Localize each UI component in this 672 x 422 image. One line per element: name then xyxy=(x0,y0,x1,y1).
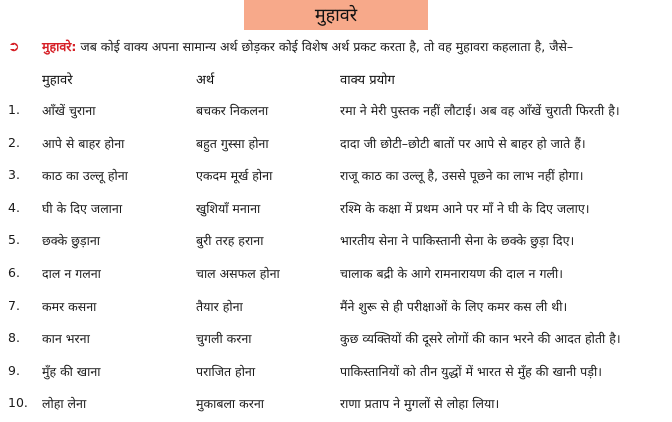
row-meaning: मुकाबला करना xyxy=(196,396,265,412)
row-usage: राणा प्रताप ने मुगलों से लोहा लिया। xyxy=(340,396,500,412)
row-idiom: आपे से बाहर होना xyxy=(42,135,125,151)
table-row xyxy=(0,96,672,129)
table-row xyxy=(0,389,672,422)
row-usage: रमा ने मेरी पुस्तक नहीं लौटाई। अब वह आँखें चुराती फिरती है। xyxy=(340,103,620,118)
table-row xyxy=(0,161,672,194)
table-row xyxy=(0,259,672,292)
row-number: 3. xyxy=(8,167,20,183)
row-number: 5. xyxy=(8,232,20,248)
row-number: 7. xyxy=(8,297,20,313)
row-meaning: बुरी तरह हराना xyxy=(196,233,264,249)
row-meaning: चाल असफल होना xyxy=(196,265,280,281)
table-row xyxy=(0,324,672,357)
arrow-bullet-icon: ➲ xyxy=(8,38,20,55)
table-row xyxy=(0,194,672,227)
row-idiom: घी के दिए जलाना xyxy=(42,200,123,216)
idiom-table xyxy=(0,96,672,422)
row-usage: मैंने शुरू से ही परीक्षाओं के लिए कमर कस ली थी। xyxy=(340,298,568,314)
header-meaning: अर्थ xyxy=(196,73,215,88)
row-number: 4. xyxy=(8,199,20,215)
row-usage: दादा जी छोटी–छोटी बातों पर आपे से बाहर हो जाते हैं। xyxy=(340,135,586,151)
row-meaning: बचकर निकलना xyxy=(196,103,269,118)
row-number: 9. xyxy=(8,362,20,378)
row-number: 8. xyxy=(8,330,20,346)
header-usage: वाक्य प्रयोग xyxy=(340,73,395,88)
row-idiom: छक्के छुड़ाना xyxy=(42,233,101,249)
row-meaning: चुगली करना xyxy=(196,331,252,347)
row-idiom: कमर कसना xyxy=(42,298,97,314)
table-row xyxy=(0,357,672,390)
row-meaning: खुशियाँ मनाना xyxy=(196,200,261,216)
row-idiom: लोहा लेना xyxy=(42,396,87,412)
row-usage: भारतीय सेना ने पाकिस्तानी सेना के छक्के छुड़ा दिए। xyxy=(340,233,575,249)
row-meaning: तैयार होना xyxy=(196,298,243,314)
row-number: 2. xyxy=(8,134,20,150)
row-number: 1. xyxy=(8,102,20,117)
row-meaning: एकदम मूर्ख होना xyxy=(196,168,273,184)
title-text: मुहावरे xyxy=(314,5,358,26)
row-idiom: कान भरना xyxy=(42,331,90,347)
row-number: 6. xyxy=(8,264,20,280)
row-idiom: दाल न गलना xyxy=(42,265,101,281)
row-meaning: पराजित होना xyxy=(196,363,256,379)
row-meaning: बहुत गुस्सा होना xyxy=(196,135,269,151)
row-usage: चालाक बद्री के आगे रामनारायण की दाल न गली। xyxy=(340,265,563,281)
table-row xyxy=(0,226,672,259)
row-usage: कुछ व्यक्तियों की दूसरे लोगों की कान भरने की आदत होती है। xyxy=(340,331,621,347)
table-row xyxy=(0,292,672,325)
table-row xyxy=(0,129,672,162)
definition-line xyxy=(8,38,668,55)
row-usage: राजू काठ का उल्लू है, उससे पूछने का लाभ नहीं होगा। xyxy=(340,168,584,184)
row-idiom: मुँह की खाना xyxy=(42,363,101,379)
row-idiom: आँखें चुराना xyxy=(42,103,96,118)
page-title xyxy=(244,0,428,30)
definition-term: मुहावरे: xyxy=(42,39,77,54)
row-idiom: काठ का उल्लू होना xyxy=(42,168,128,184)
row-number: 10. xyxy=(8,395,28,411)
header-idiom: मुहावरे xyxy=(42,73,73,88)
row-usage: पाकिस्तानियों को तीन युद्धों में भारत से मुँह की खानी पड़ी। xyxy=(340,363,602,379)
definition-text: जब कोई वाक्य अपना सामान्य अर्थ छोड़कर कोई विशेष अर्थ प्रकट करता है, तो वह मुहावरा कहलाता है, जैसे– xyxy=(80,39,574,54)
row-usage: रश्मि के कक्षा में प्रथम आने पर माँ ने घी के दिए जलाए। xyxy=(340,200,590,216)
table-header xyxy=(0,70,672,90)
